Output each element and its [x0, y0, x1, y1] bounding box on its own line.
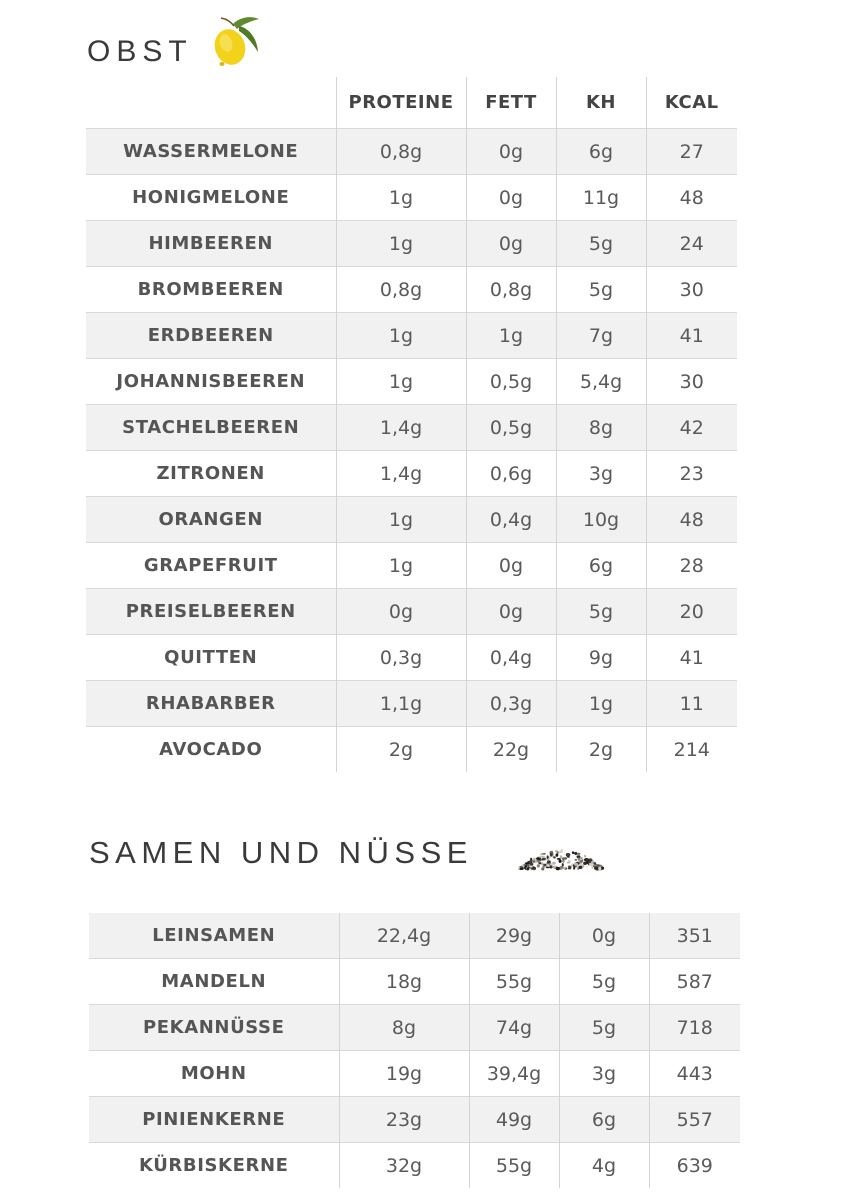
row-name: KÜRBISKERNE [89, 1143, 339, 1189]
cell-kcal: 28 [646, 543, 737, 589]
table-row [89, 1005, 740, 1051]
cell-kcal: 30 [646, 267, 737, 313]
cell-kcal: 718 [649, 1005, 740, 1051]
cell-fett: 0,6g [466, 451, 556, 497]
cell-protein: 1g [336, 313, 466, 359]
seed-dot [574, 863, 578, 866]
cell-kh: 3g [559, 1051, 649, 1097]
seed-dot [541, 856, 545, 858]
cell-fett: 22g [466, 727, 556, 773]
cell-fett: 0g [466, 175, 556, 221]
seed-dot [542, 858, 545, 861]
cell-protein: 0g [336, 589, 466, 635]
cell-kh: 9g [556, 635, 646, 681]
cell-protein: 23g [339, 1097, 469, 1143]
cell-fett: 0,5g [466, 405, 556, 451]
table-row [86, 359, 737, 405]
seed-dot [578, 858, 581, 861]
seed-dot [575, 859, 578, 861]
cell-kcal: 24 [646, 221, 737, 267]
seed-dot [542, 865, 544, 867]
cell-kcal: 41 [646, 635, 737, 681]
cell-fett: 0g [466, 589, 556, 635]
cell-kcal: 587 [649, 959, 740, 1005]
cell-protein: 0,8g [336, 129, 466, 175]
cell-kh: 5g [556, 267, 646, 313]
obst-title: OBST [87, 35, 193, 68]
cell-kcal: 41 [646, 313, 737, 359]
nuts-table [89, 913, 740, 1188]
row-name: MANDELN [89, 959, 339, 1005]
cell-protein: 22,4g [339, 913, 469, 959]
seed-dot [547, 860, 551, 863]
cell-kcal: 11 [646, 681, 737, 727]
cell-fett: 29g [469, 913, 559, 959]
row-name: ZITRONEN [86, 451, 336, 497]
cell-kh: 5,4g [556, 359, 646, 405]
cell-kcal: 557 [649, 1097, 740, 1143]
seed-dot [539, 859, 541, 861]
table-row [89, 1097, 740, 1143]
cell-fett: 0,8g [466, 267, 556, 313]
cell-kh: 6g [556, 129, 646, 175]
row-name: PINIENKERNE [89, 1097, 339, 1143]
cell-fett: 55g [469, 959, 559, 1005]
seed-dot [556, 867, 560, 870]
header-kh: KH [556, 77, 646, 129]
cell-kh: 6g [556, 543, 646, 589]
cell-kh: 5g [559, 1005, 649, 1051]
cell-fett: 0,3g [466, 681, 556, 727]
lemon-icon [203, 16, 263, 68]
seed-dot [575, 852, 577, 855]
seed-dot [584, 855, 586, 858]
seeds-pile-icon [518, 829, 604, 871]
row-name: STACHELBEEREN [86, 405, 336, 451]
header-fett: FETT [466, 77, 556, 129]
cell-protein: 1g [336, 543, 466, 589]
seed-dot [559, 860, 562, 863]
row-name: WASSERMELONE [86, 129, 336, 175]
cell-kcal: 214 [646, 727, 737, 773]
cell-kcal: 351 [649, 913, 740, 959]
seed-dot [567, 862, 571, 864]
row-name: ERDBEEREN [86, 313, 336, 359]
cell-protein: 0,3g [336, 635, 466, 681]
cell-fett: 0,4g [466, 635, 556, 681]
cell-protein: 32g [339, 1143, 469, 1189]
seed-dot [521, 865, 524, 867]
cell-fett: 0g [466, 543, 556, 589]
cell-protein: 8g [339, 1005, 469, 1051]
row-name: HONIGMELONE [86, 175, 336, 221]
cell-kcal: 42 [646, 405, 737, 451]
cell-protein: 0,8g [336, 267, 466, 313]
table-row [86, 221, 737, 267]
cell-fett: 55g [469, 1143, 559, 1189]
cell-fett: 0,5g [466, 359, 556, 405]
cell-kh: 2g [556, 727, 646, 773]
table-row [86, 681, 737, 727]
seed-dot [533, 858, 536, 861]
cell-protein: 1,4g [336, 405, 466, 451]
table-row [86, 543, 737, 589]
table-row [86, 451, 737, 497]
header-proteine: PROTEINE [336, 77, 466, 129]
seed-dot [560, 855, 562, 858]
cell-fett: 0,4g [466, 497, 556, 543]
cell-protein: 1g [336, 497, 466, 543]
table-row [89, 1143, 740, 1189]
cell-kh: 0g [559, 913, 649, 959]
seed-dot [530, 863, 534, 866]
seed-dot [519, 868, 523, 870]
cell-fett: 74g [469, 1005, 559, 1051]
cell-fett: 1g [466, 313, 556, 359]
seed-dot [557, 851, 559, 854]
cell-kh: 5g [556, 589, 646, 635]
cell-kh: 1g [556, 681, 646, 727]
table-row [86, 589, 737, 635]
table-row [86, 497, 737, 543]
cell-kcal: 48 [646, 497, 737, 543]
cell-kcal: 443 [649, 1051, 740, 1097]
seed-dot [540, 853, 543, 855]
seed-dot [537, 864, 540, 867]
seed-dot [598, 867, 601, 870]
table-row [86, 635, 737, 681]
seed-dot [535, 860, 537, 862]
cell-kh: 5g [556, 221, 646, 267]
cell-kcal: 27 [646, 129, 737, 175]
seed-dot [566, 853, 571, 856]
seed-dot [594, 862, 596, 865]
table-row [86, 313, 737, 359]
cell-kcal: 20 [646, 589, 737, 635]
cell-kh: 11g [556, 175, 646, 221]
seed-dot [580, 857, 583, 859]
cell-protein: 1g [336, 359, 466, 405]
seed-dot [563, 867, 566, 869]
cell-fett: 49g [469, 1097, 559, 1143]
cell-fett: 39,4g [469, 1051, 559, 1097]
cell-kcal: 30 [646, 359, 737, 405]
seed-dot [562, 863, 564, 866]
cell-fett: 0g [466, 129, 556, 175]
row-name: PEKANNÜSSE [89, 1005, 339, 1051]
row-name: JOHANNISBEEREN [86, 359, 336, 405]
table-row [89, 1051, 740, 1097]
table-row [86, 727, 737, 773]
cell-protein: 1,4g [336, 451, 466, 497]
row-name: MOHN [89, 1051, 339, 1097]
seed-dot [525, 862, 529, 864]
seed-dot [547, 864, 550, 867]
cell-kcal: 639 [649, 1143, 740, 1189]
seed-dot [578, 866, 582, 869]
row-name: RHABARBER [86, 681, 336, 727]
cell-protein: 1g [336, 221, 466, 267]
table-row [89, 913, 740, 959]
cell-kh: 5g [559, 959, 649, 1005]
row-name: AVOCADO [86, 727, 336, 773]
cell-kcal: 23 [646, 451, 737, 497]
seed-dot [527, 867, 529, 870]
row-name: BROMBEEREN [86, 267, 336, 313]
row-name: LEINSAMEN [89, 913, 339, 959]
seed-dot [556, 853, 559, 856]
cell-fett: 0g [466, 221, 556, 267]
nuts-title: SAMEN UND NÜSSE [89, 835, 473, 870]
cell-kcal: 48 [646, 175, 737, 221]
table-row [86, 267, 737, 313]
seed-dot [539, 861, 541, 863]
cell-protein: 18g [339, 959, 469, 1005]
row-name: QUITTEN [86, 635, 336, 681]
header-blank [86, 77, 336, 129]
seed-dot [577, 853, 581, 855]
cell-protein: 1,1g [336, 681, 466, 727]
obst-table [86, 77, 737, 772]
seed-dot [550, 853, 553, 856]
seed-dot [585, 858, 589, 862]
cell-kh: 3g [556, 451, 646, 497]
cell-kh: 7g [556, 313, 646, 359]
cell-kh: 4g [559, 1143, 649, 1189]
seed-dot [562, 857, 566, 860]
cell-protein: 2g [336, 727, 466, 773]
row-name: ORANGEN [86, 497, 336, 543]
seed-dot [529, 861, 532, 863]
cell-kh: 8g [556, 405, 646, 451]
table-row [89, 959, 740, 1005]
row-name: HIMBEEREN [86, 221, 336, 267]
seed-dot [568, 866, 570, 869]
table-row [86, 175, 737, 221]
cell-protein: 19g [339, 1051, 469, 1097]
seed-dot [590, 863, 594, 866]
seed-dot [529, 866, 532, 868]
cell-protein: 1g [336, 175, 466, 221]
table-row [86, 405, 737, 451]
seed-dot [573, 866, 575, 869]
obst-header-row [86, 77, 737, 129]
seed-dot [572, 851, 574, 854]
row-name: PREISELBEEREN [86, 589, 336, 635]
table-row [86, 129, 737, 175]
header-kcal: KCAL [646, 77, 737, 129]
cell-kh: 6g [559, 1097, 649, 1143]
seed-dot [561, 849, 563, 852]
seed-dot [591, 866, 593, 869]
seed-dot [553, 856, 556, 858]
seed-dot [530, 858, 532, 861]
seed-dot [552, 866, 556, 869]
row-name: GRAPEFRUIT [86, 543, 336, 589]
seed-dot [547, 855, 549, 858]
seed-dot [525, 865, 527, 868]
cell-kh: 10g [556, 497, 646, 543]
